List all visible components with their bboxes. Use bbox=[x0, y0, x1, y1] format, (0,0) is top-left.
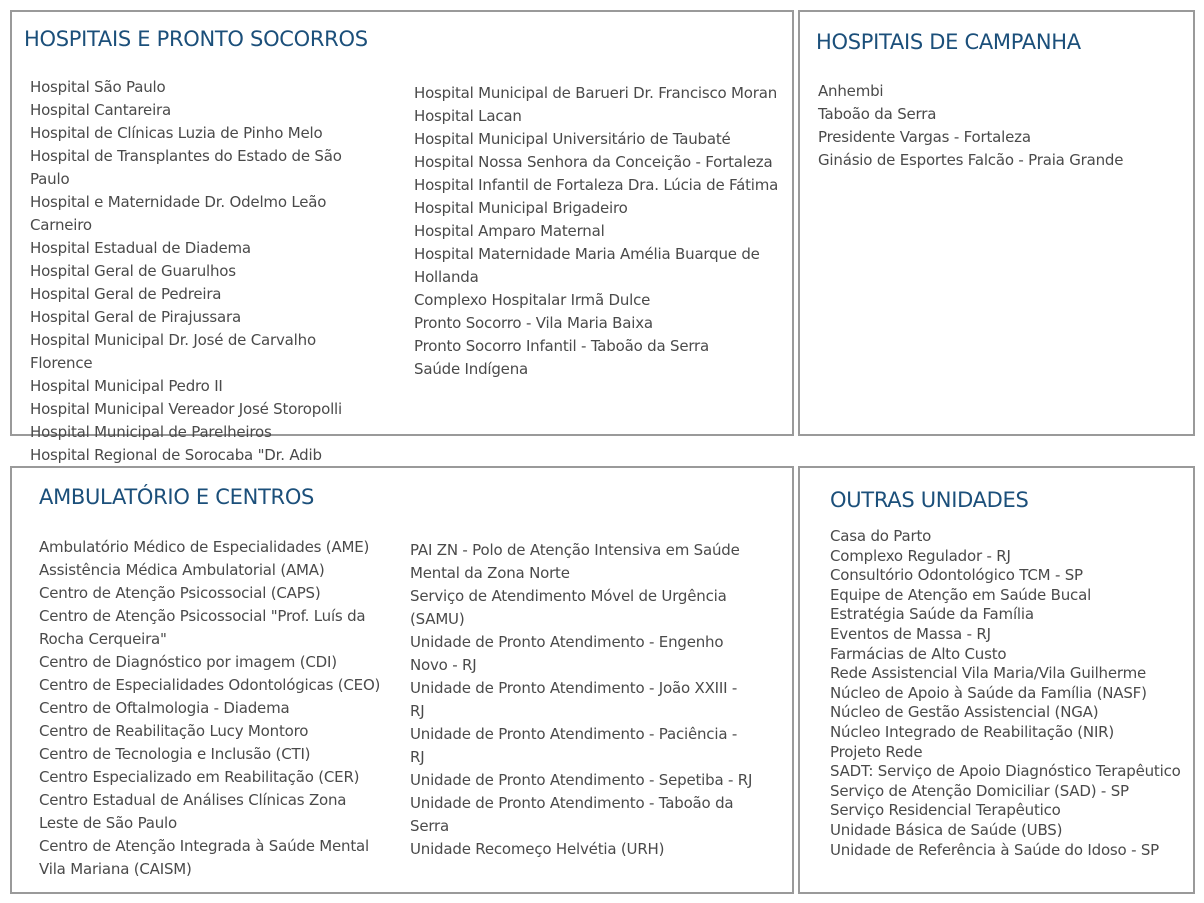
list-item: Pronto Socorro - Vila Maria Baixa bbox=[414, 314, 653, 332]
list-item: Hospital Municipal Pedro II bbox=[30, 377, 223, 395]
list-item: Consultório Odontológico TCM - SP bbox=[830, 566, 1083, 585]
list-item: Hospital Municipal Universitário de Taubaté bbox=[414, 130, 731, 148]
list-item: Ginásio de Esportes Falcão - Praia Grande bbox=[818, 151, 1124, 169]
list-item: Unidade de Referência à Saúde do Idoso - SP bbox=[830, 840, 1160, 859]
hospitais-list-col1 bbox=[30, 76, 380, 490]
list-item: Hospital Lacan bbox=[414, 107, 522, 125]
list-item: Taboão da Serra bbox=[818, 105, 937, 123]
list-item: Hospital Cantareira bbox=[30, 101, 172, 119]
ambulatorio-title: AMBULATÓRIO E CENTROS bbox=[39, 485, 315, 509]
list-item: Hospital de Transplantes do Estado de São Paulo bbox=[30, 147, 342, 188]
list-item: SADT: Serviço de Apoio Diagnóstico Terapêutico bbox=[830, 762, 1181, 781]
list-item: Centro de Diagnóstico por imagem (CDI) bbox=[39, 653, 337, 671]
list-item: Hospital Regional de Sorocaba "Dr. Adib bbox=[30, 446, 322, 464]
list-item: Hospital Maternidade Maria Amélia Buarque de Hollanda bbox=[414, 245, 760, 286]
list-item: Serviço de Atenção Domiciliar (SAD) - SP bbox=[830, 781, 1129, 800]
list-item: Núcleo de Apoio à Saúde da Família (NASF) bbox=[830, 683, 1147, 702]
list-item: Equipe de Atenção em Saúde Bucal bbox=[830, 585, 1092, 604]
list-item: Hospital Municipal de Barueri Dr. Francisco Moran bbox=[414, 84, 778, 102]
list-item: Hospital de Clínicas Luzia de Pinho Melo bbox=[30, 124, 323, 142]
ambulatorio-panel bbox=[10, 466, 794, 894]
list-item: Centro de Reabilitação Lucy Montoro bbox=[39, 722, 309, 740]
list-item: Presidente Vargas - Fortaleza bbox=[818, 128, 1031, 146]
list-item: Unidade de Pronto Atendimento - Taboão da Serra bbox=[410, 794, 734, 835]
list-item: Eventos de Massa - RJ bbox=[830, 624, 991, 643]
list-item: Estratégia Saúde da Família bbox=[830, 605, 1034, 624]
hospitais-title: HOSPITAIS E PRONTO SOCORROS bbox=[24, 27, 368, 51]
list-item: Saúde Indígena bbox=[414, 360, 529, 378]
list-item: Anhembi bbox=[818, 82, 884, 100]
ambulatorio-list-col2 bbox=[410, 539, 755, 861]
list-item: Farmácias de Alto Custo bbox=[830, 644, 1007, 663]
list-item: Ambulatório Médico de Especialidades (AME) bbox=[39, 538, 370, 556]
list-item: Hospital Estadual de Diadema bbox=[30, 239, 251, 257]
list-item: Hospital Geral de Pirajussara bbox=[30, 308, 241, 326]
outras-panel bbox=[798, 466, 1195, 894]
hospitais-panel bbox=[10, 10, 794, 464]
list-item: Projeto Rede bbox=[830, 742, 923, 761]
list-item: Hospital Municipal de Parelheiros bbox=[30, 423, 272, 441]
campanha-panel bbox=[798, 10, 1195, 436]
list-item: Unidade Recomeço Helvétia (URH) bbox=[410, 840, 665, 858]
list-item: Hospital Municipal Vereador José Storopolli bbox=[30, 400, 342, 418]
list-item: Hospital e Maternidade Dr. Odelmo Leão Carneiro bbox=[30, 193, 327, 234]
list-item: Unidade de Pronto Atendimento - Engenho Novo - RJ bbox=[410, 633, 724, 674]
list-item: Núcleo de Gestão Assistencial (NGA) bbox=[830, 703, 1099, 722]
list-item: Unidade Básica de Saúde (UBS) bbox=[830, 820, 1063, 839]
ambulatorio-list-col1 bbox=[39, 536, 384, 881]
list-item: Centro de Atenção Psicossocial "Prof. Luís da Rocha Cerqueira" bbox=[39, 607, 366, 648]
list-item: Complexo Hospitalar Irmã Dulce bbox=[414, 291, 651, 309]
list-item: Hospital Geral de Guarulhos bbox=[30, 262, 236, 280]
list-item: Hospital Municipal Dr. José de Carvalho Florence bbox=[30, 331, 316, 372]
campanha-list bbox=[818, 80, 1178, 172]
list-item: Centro Especializado em Reabilitação (CER) bbox=[39, 768, 360, 786]
list-item: Centro de Especialidades Odontológicas (CEO) bbox=[39, 676, 381, 694]
list-item: Unidade de Pronto Atendimento - João XXIII - RJ bbox=[410, 679, 738, 720]
list-item: Pronto Socorro Infantil - Taboão da Serra bbox=[414, 337, 710, 355]
list-item: Hospital Municipal Brigadeiro bbox=[414, 199, 628, 217]
list-item: Centro de Oftalmologia - Diadema bbox=[39, 699, 290, 717]
hospitais-list-col2 bbox=[414, 82, 784, 381]
list-item: Centro de Atenção Psicossocial (CAPS) bbox=[39, 584, 321, 602]
list-item: Unidade de Pronto Atendimento - Paciência - RJ bbox=[410, 725, 738, 766]
list-item: PAI ZN - Polo de Atenção Intensiva em Saúde Mental da Zona Norte bbox=[410, 541, 740, 582]
list-item: Assistência Médica Ambulatorial (AMA) bbox=[39, 561, 325, 579]
list-item: Rede Assistencial Vila Maria/Vila Guilherme bbox=[830, 664, 1147, 683]
list-item: Serviço de Atendimento Móvel de Urgência (SAMU) bbox=[410, 587, 727, 628]
list-item: Hospital São Paulo bbox=[30, 78, 166, 96]
outras-title: OUTRAS UNIDADES bbox=[830, 488, 1029, 512]
list-item: Hospital Geral de Pedreira bbox=[30, 285, 222, 303]
list-item: Centro de Atenção Integrada à Saúde Mental Vila Mariana (CAISM) bbox=[39, 837, 370, 878]
list-item: Centro Estadual de Análises Clínicas Zona Leste de São Paulo bbox=[39, 791, 347, 832]
list-item: Hospital Infantil de Fortaleza Dra. Lúcia de Fátima bbox=[414, 176, 779, 194]
list-item: Núcleo Integrado de Reabilitação (NIR) bbox=[830, 722, 1115, 741]
list-item: Casa do Parto bbox=[830, 527, 932, 545]
list-item: Hospital Nossa Senhora da Conceição - Fortaleza bbox=[414, 153, 773, 171]
list-item: Hospital Amparo Maternal bbox=[414, 222, 605, 240]
campanha-title: HOSPITAIS DE CAMPANHA bbox=[816, 30, 1081, 54]
list-item: Serviço Residencial Terapêutico bbox=[830, 801, 1061, 820]
outras-list bbox=[830, 527, 1190, 860]
list-item: Complexo Regulador - RJ bbox=[830, 546, 1011, 565]
list-item: Unidade de Pronto Atendimento - Sepetiba - RJ bbox=[410, 771, 753, 789]
list-item: Centro de Tecnologia e Inclusão (CTI) bbox=[39, 745, 311, 763]
